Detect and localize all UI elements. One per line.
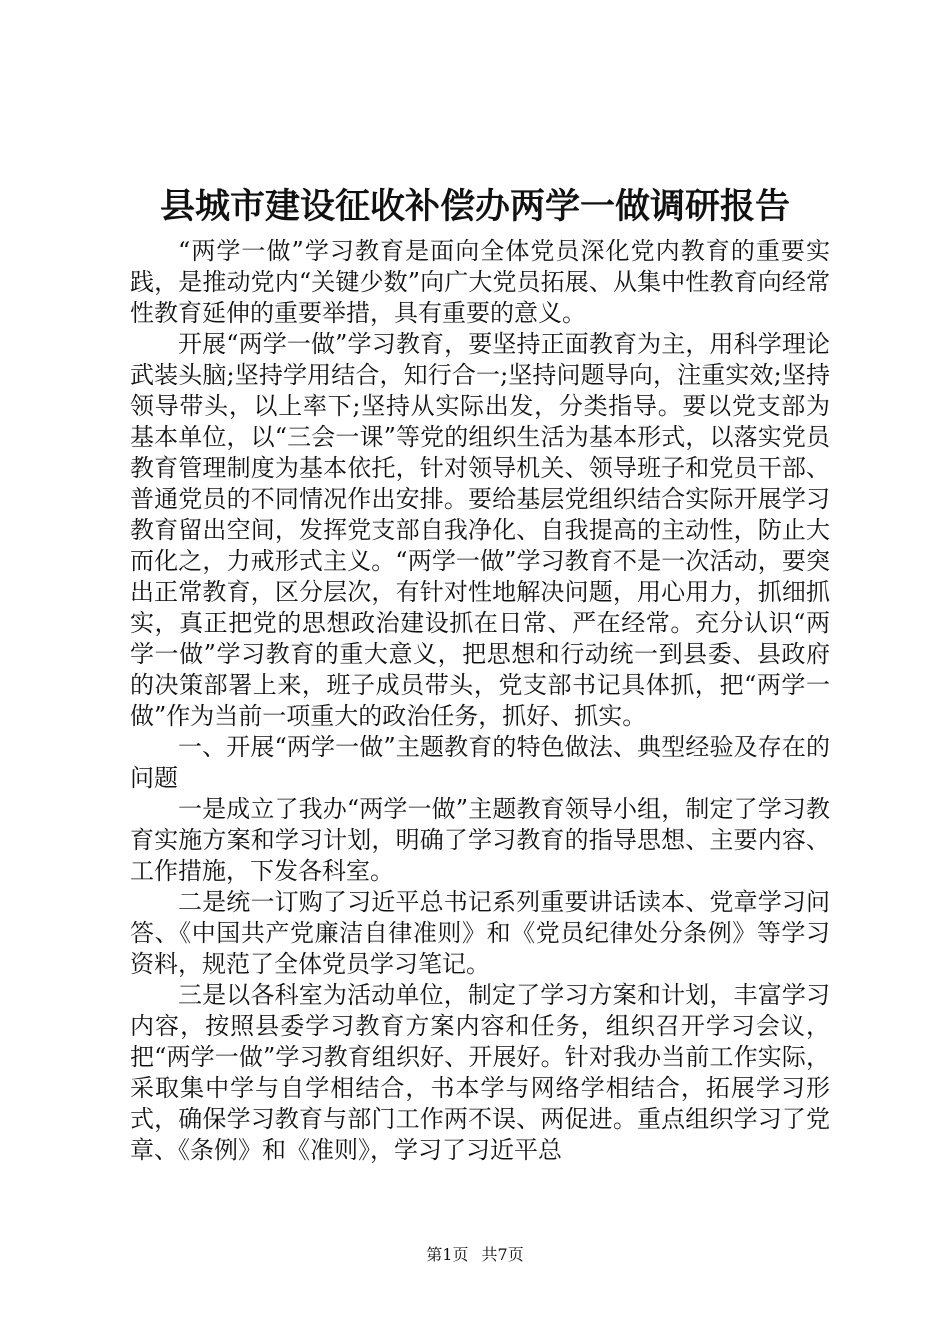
paragraph-intro: “两学一做”学习教育是面向全体党员深化党内教育的重要实践，是推动党内“关键少数”向广大党员拓展、从集中性教育向经常性教育延伸的重要举措，具有重要的意义。: [130, 237, 830, 327]
page-footer: [0, 1244, 950, 1266]
paragraph-point-two: 二是统一订购了习近平总书记系列重要讲话读本、党章学习问答、《中国共产党廉洁自律准则》和《党员纪律处分条例》等学习资料，规范了全体党员学习笔记。: [130, 888, 830, 978]
paragraph-point-three: 三是以各科室为活动单位，制定了学习方案和计划，丰富学习内容，按照县委学习教育方案内容和任务，组织召开学习会议，把“两学一做”学习教育组织好、开展好。针对我办当前工作实际，采取集中学与自学相结合，书本学与网络学相结合，拓展学习形式，确保学习教育与部门工作两不误、两促进。重点组织学习了党章、《条例》和《准则》，学习了习近平总: [130, 981, 830, 1164]
page-number: 第1页: [426, 1245, 469, 1264]
document-body: [130, 236, 830, 1166]
document-title: 县城市建设征收补偿办两学一做调研报告: [159, 186, 790, 227]
paragraph-requirements: 开展“两学一做”学习教育，要坚持正面教育为主，用科学理论武装头脑;坚持学用结合，知行合一;坚持问题导向，注重实效;坚持领导带头，以上率下;坚持从实际出发，分类指导。要以党支部为基本单位，以“三会一课”等党的组织生活为基本形式，以落实党员教育管理制度为基本依托，针对领导机关、领导班子和党员干部、普通党员的不同情况作出安排。要给基层党组织结合实际开展学习教育留出空间，发挥党支部自我净化、自我提高的主动性，防止大而化之，力戒形式主义。“两学一做”学习教育不是一次活动，要突出正常教育，区分层次，有针对性地解决问题，用心用力，抓细抓实，真正把党的思想政治建设抓在日常、严在经常。充分认识“两学一做”学习教育的重大意义，把思想和行动统一到县委、县政府的决策部署上来，班子成员带头，党支部书记具体抓，把“两学一做”作为当前一项重大的政治任务，抓好、抓实。: [130, 330, 830, 730]
paragraph-point-one: 一是成立了我办“两学一做”主题教育领导小组，制定了学习教育实施方案和学习计划，明确了学习教育的指导思想、主要内容、工作措施，下发各科室。: [130, 795, 830, 885]
page-total: 共7页: [481, 1245, 524, 1264]
section-heading: 一、开展“两学一做”主题教育的特色做法、典型经验及存在的问题: [130, 733, 830, 792]
